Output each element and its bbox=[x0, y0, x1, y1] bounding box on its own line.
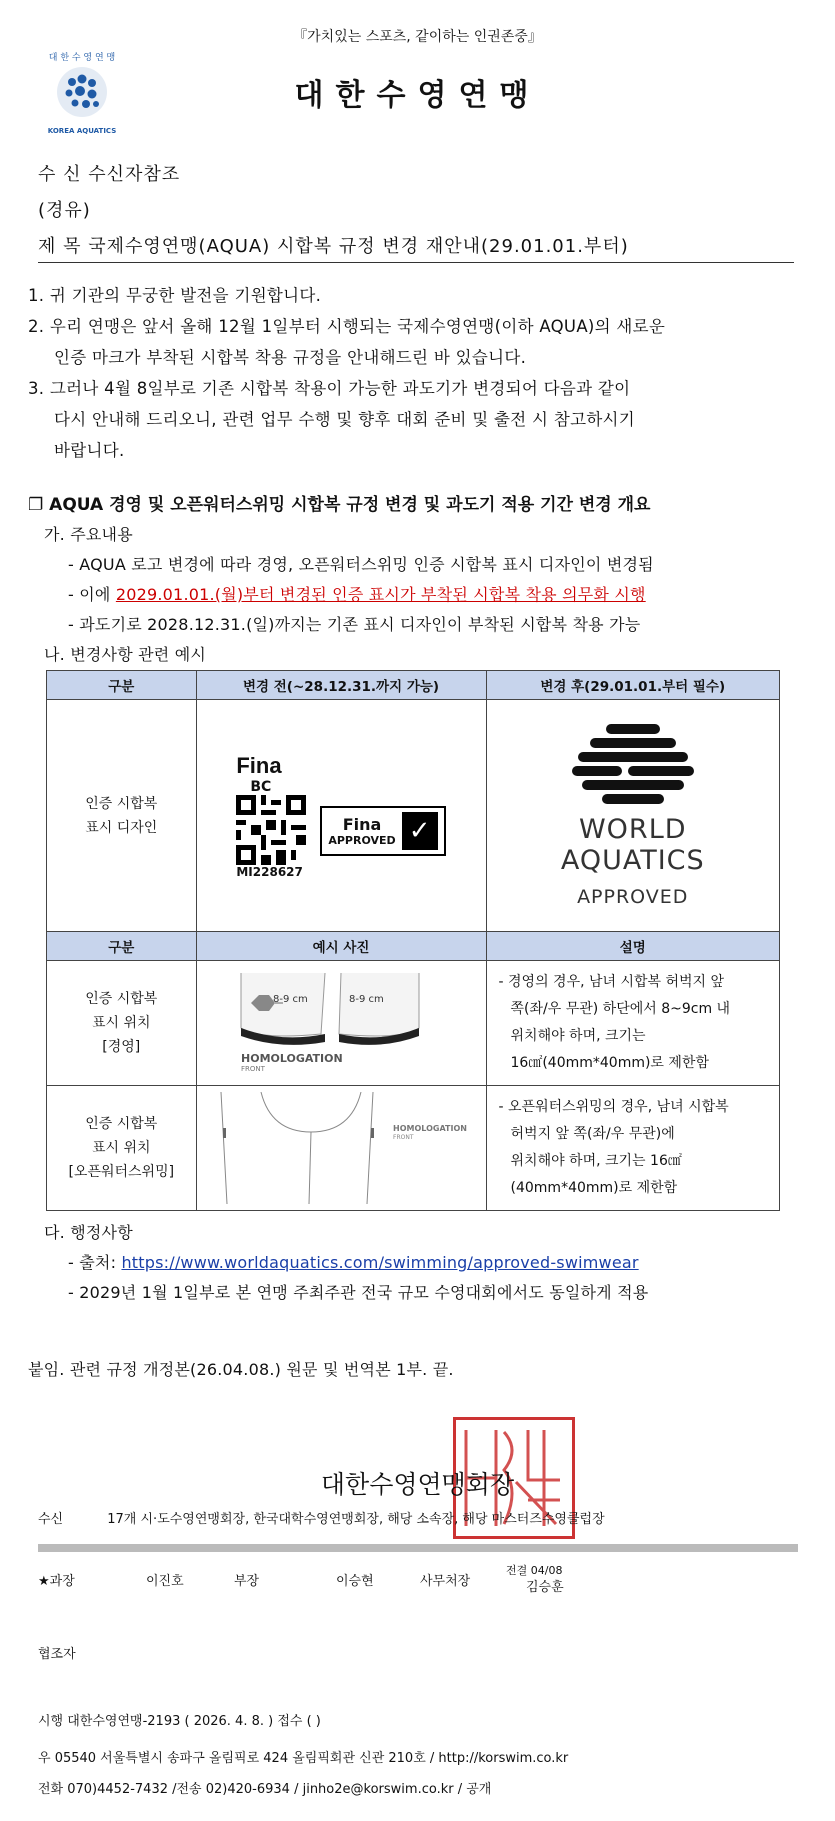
wa-line-1: WORLD bbox=[578, 813, 687, 845]
recipients-label: 수신 bbox=[38, 1512, 64, 1527]
desc-line: - 경영의 경우, 남녀 시합복 허벅지 앞 bbox=[498, 974, 725, 990]
table-header-2 bbox=[47, 932, 780, 961]
enforcement-line: 시행 대한수영연맹-2193 ( 2026. 4. 8. ) 접수 ( ) bbox=[38, 1714, 321, 1729]
desc-line: 위치해야 하며, 크기는 16㎠ bbox=[510, 1153, 682, 1169]
org-title: 대한수영연맹 bbox=[294, 78, 541, 113]
wa-line-3: APPROVED bbox=[577, 885, 689, 908]
recipients-value: 17개 시·도수영연맹회장, 한국대학수영연맹회장, 해당 소속장, 해당 마스터즈수영클럽장 bbox=[107, 1512, 605, 1527]
desc-line: 허벅지 앞 쪽(좌/우 무관)에 bbox=[510, 1126, 675, 1142]
cm-label-left: 8-9 cm bbox=[273, 994, 308, 1005]
body-paragraphs bbox=[28, 280, 665, 466]
desc-line: 16㎠(40mm*40mm)로 제한함 bbox=[510, 1055, 709, 1071]
fina-bc-badge bbox=[236, 753, 306, 879]
desc-line: 위치해야 하며, 크기는 bbox=[510, 1028, 646, 1044]
row-label-line: 인증 시합복 bbox=[85, 795, 158, 812]
approval-role: ★과장 bbox=[38, 1574, 75, 1589]
approval-name: 이승현 bbox=[336, 1574, 374, 1589]
subject-row bbox=[38, 232, 629, 258]
address-line: 우 05540 서울특별시 송파구 올림픽로 424 올림픽회관 신관 210호 / http://korswim.co.kr bbox=[38, 1751, 569, 1766]
ga-item-2-highlight: 2029.01.01.(월)부터 변경된 인증 표시가 부착된 시합복 착용 의무화 시행 bbox=[115, 585, 646, 604]
old-logo-cell bbox=[196, 700, 486, 932]
desc-line: - 오픈워터스위밍의 경우, 남녀 시합복 bbox=[498, 1099, 729, 1115]
source-label: - 출처: bbox=[68, 1253, 117, 1272]
header-divider bbox=[38, 262, 794, 263]
paragraph-3a: 3. 그러나 4월 8일부로 기존 시합복 착용이 가능한 과도기가 변경되어 다음과 같이 bbox=[28, 379, 631, 398]
table-header-cell: 구분 bbox=[47, 671, 197, 700]
wetsuit-legs-illustration bbox=[201, 1092, 481, 1204]
row-label-swimming bbox=[47, 961, 197, 1086]
row-label-line: 인증 시합복 bbox=[85, 1116, 158, 1132]
row-label-line: 표시 디자인 bbox=[85, 819, 158, 836]
logo-sub-text: KOREA AQUATICS bbox=[47, 127, 117, 135]
logo-ring-text: 대 한 수 영 연 맹 bbox=[48, 53, 116, 63]
table-header-cell: 변경 전(~28.12.31.까지 가능) bbox=[196, 671, 486, 700]
row-label-line: 표시 위치 bbox=[92, 1015, 151, 1031]
homologation-sub: FRONT bbox=[241, 1065, 265, 1073]
row-label-design bbox=[47, 700, 197, 932]
table-header-cell: 변경 후(29.01.01.부터 필수) bbox=[486, 671, 779, 700]
table-row-swimming bbox=[47, 961, 780, 1086]
wa-line-2: AQUATICS bbox=[560, 844, 705, 876]
table-header-cell: 설명 bbox=[486, 932, 779, 961]
fina-bc-text: BC bbox=[250, 778, 272, 795]
row-label-openwater bbox=[47, 1086, 197, 1211]
paragraph-3b: 다시 안내해 드리오니, 관련 업무 수행 및 향후 대회 준비 및 출전 시 참고하시기 bbox=[54, 410, 636, 429]
section-title: ❐ AQUA 경영 및 오픈워터스위밍 시합복 규정 변경 및 과도기 적용 기간 변경 개요 bbox=[28, 495, 651, 515]
da-note: - 2029년 1월 1일부로 본 연맹 주최주관 전국 규모 수영대회에서도 동일하게 적용 bbox=[68, 1283, 649, 1302]
row-label-line: [오픈워터스위밍] bbox=[68, 1164, 175, 1180]
row-label-line: 표시 위치 bbox=[92, 1140, 151, 1156]
qr-code-icon bbox=[236, 795, 306, 865]
footer-recipients bbox=[38, 1508, 605, 1527]
fina-approved-text: APPROVED bbox=[328, 833, 396, 847]
paragraph-2b: 인증 마크가 부착된 시합복 착용 규정을 안내해드린 바 있습니다. bbox=[54, 348, 527, 367]
paragraph-3c: 바랍니다. bbox=[54, 441, 125, 460]
source-link[interactable]: https://www.worldaquatics.com/swimming/approved-swimwear bbox=[121, 1253, 639, 1272]
attachment: 붙임. 관련 규정 개정본(26.04.08.) 원문 및 번역본 1부. 끝. bbox=[28, 1360, 454, 1379]
world-aquatics-logo bbox=[487, 724, 779, 908]
checkmark-icon: ✓ bbox=[402, 812, 438, 850]
comparison-table bbox=[46, 670, 780, 1211]
homologation-caption: HOMOLOGATION bbox=[241, 1052, 343, 1065]
desc-line: 쪽(좌/우 무관) 하단에서 8~9cm 내 bbox=[510, 1001, 731, 1017]
ga-item-2-prefix: - 이에 bbox=[68, 585, 111, 604]
slogan: 『가치있는 스포츠, 같이하는 인권존중』 bbox=[293, 29, 542, 45]
section-ga-item-3: - 과도기로 2028.12.31.(일)까지는 기존 표시 디자인이 부착된 시합복 착용 가능 bbox=[68, 615, 641, 634]
cm-label-right: 8-9 cm bbox=[349, 994, 384, 1005]
approval-name: 김승훈 bbox=[526, 1580, 564, 1595]
recipient-value: 수신자참조 bbox=[88, 164, 181, 185]
table-row-design bbox=[47, 700, 780, 932]
table-header-cell: 예시 사진 bbox=[196, 932, 486, 961]
section-ga-item-1: - AQUA 로고 변경에 따라 경영, 오픈워터스위밍 인증 시합복 표시 디자인이 변경됨 bbox=[68, 555, 654, 574]
fina-code: MI228627 bbox=[236, 864, 303, 879]
recipient-label: 수 신 bbox=[38, 164, 82, 185]
swimming-photo-cell bbox=[196, 961, 486, 1086]
row-label-line: [경영] bbox=[102, 1039, 141, 1055]
footer-divider bbox=[38, 1544, 798, 1552]
homologation-sub: FRONT bbox=[393, 1134, 414, 1141]
openwater-photo-cell bbox=[196, 1086, 486, 1211]
swimming-description bbox=[486, 961, 779, 1086]
cooperator-label: 협조자 bbox=[38, 1647, 76, 1662]
subject-value: 국제수영연맹(AQUA) 시합복 규정 변경 재안내(29.01.01.부터) bbox=[88, 236, 629, 257]
approval-note: 전결 04/08 bbox=[506, 1564, 563, 1577]
row-label-line: 인증 시합복 bbox=[85, 991, 158, 1007]
new-logo-cell bbox=[486, 700, 779, 932]
section-na: 나. 변경사항 관련 예시 bbox=[44, 645, 207, 664]
paragraph-2a: 2. 우리 연맹은 앞서 올해 12월 1일부터 시행되는 국제수영연맹(이하 AQUA)의 새로운 bbox=[28, 317, 666, 336]
swimsuit-legs-illustration bbox=[201, 968, 481, 1078]
table-header-cell: 구분 bbox=[47, 932, 197, 961]
via-label: (경유) bbox=[38, 200, 91, 221]
section-ga-item-2 bbox=[68, 582, 646, 605]
approval-name: 이진호 bbox=[146, 1574, 184, 1589]
fina-approved-wordmark: Fina bbox=[342, 814, 382, 834]
approval-role: 사무처장 bbox=[420, 1574, 471, 1589]
table-row-openwater bbox=[47, 1086, 780, 1211]
subject-label: 제 목 bbox=[38, 236, 82, 257]
world-aquatics-symbol-icon bbox=[568, 724, 698, 806]
homologation-caption: HOMOLOGATION bbox=[393, 1124, 467, 1133]
table-header-1 bbox=[47, 671, 780, 700]
contact-line: 전화 070)4452-7432 /전송 02)420-6934 / jinho2e@korswim.co.kr / 공개 bbox=[38, 1782, 492, 1797]
fina-approved-badge bbox=[320, 806, 445, 856]
section-ga: 가. 주요내용 bbox=[44, 525, 133, 544]
paragraph-1: 1. 귀 기관의 무궁한 발전을 기원합니다. bbox=[28, 286, 322, 305]
desc-line: (40mm*40mm)로 제한함 bbox=[510, 1180, 678, 1196]
fina-wordmark: Fina bbox=[236, 752, 282, 778]
source-row bbox=[68, 1250, 639, 1273]
approval-role: 부장 bbox=[234, 1574, 260, 1589]
recipient-row bbox=[38, 160, 180, 186]
signature-title: 대한수영연맹회장 bbox=[320, 1470, 515, 1499]
openwater-description bbox=[486, 1086, 779, 1211]
section-da: 다. 행정사항 bbox=[44, 1223, 133, 1242]
